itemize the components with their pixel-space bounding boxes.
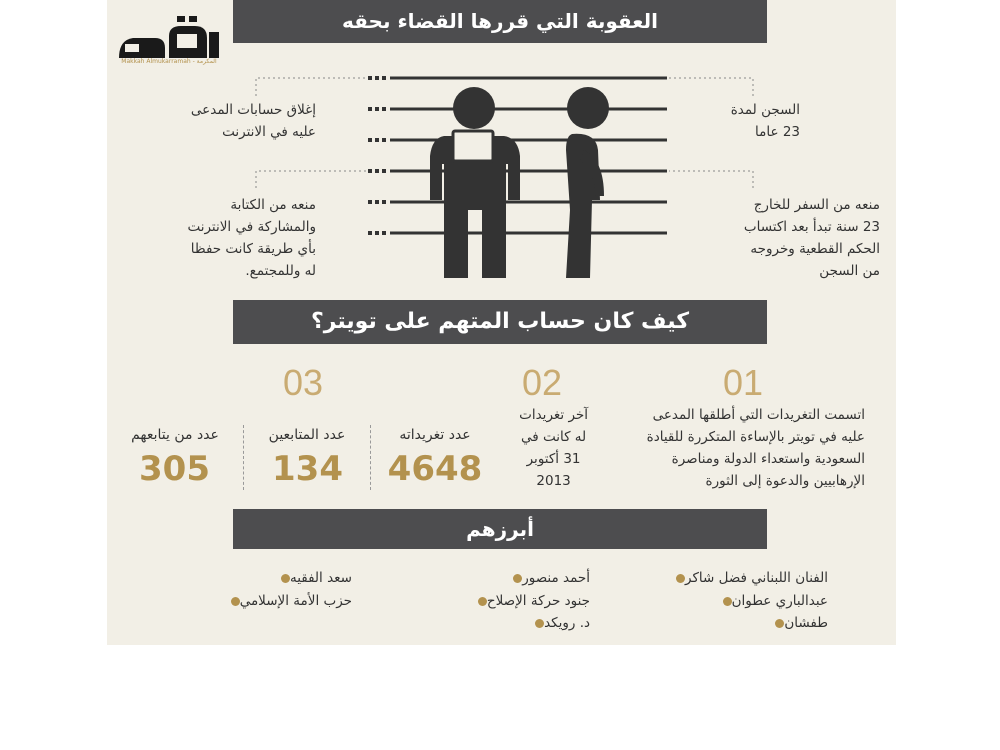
list-item: عبدالباري عطوان — [713, 593, 828, 609]
line-dots — [368, 76, 386, 235]
bullet-icon — [775, 619, 784, 628]
list-item: طفشان — [765, 615, 828, 631]
bullet-icon — [676, 574, 685, 583]
list-item: حزب الأمة الإسلامي — [221, 593, 352, 609]
list-item: الفنان اللبناني فضل شاكر — [666, 570, 828, 586]
bullet-icon — [281, 574, 290, 583]
step-02-text: آخر تغريدات له كانت في 31 أكتوبر 2013 — [519, 407, 588, 489]
bullet-icon — [535, 619, 544, 628]
stat-value-tweets: 4648 — [387, 449, 483, 489]
left-bottom-text: منعه من الكتابة والمشاركة في الانترنت بأي طريقة كانت حفظا له وللمجتمع. — [187, 197, 316, 279]
list-item: سعد الفقيه — [271, 570, 352, 586]
stat-label-following: عدد من يتابعهم — [131, 427, 219, 443]
section-title-sentence: العقوبة التي قررها القضاء بحقه — [233, 0, 767, 43]
front-figure-icon — [430, 87, 520, 278]
stat-divider — [370, 425, 371, 490]
list-item: جنود حركة الإصلاح — [468, 593, 590, 609]
bullet-icon — [513, 574, 522, 583]
bullet-icon — [231, 597, 240, 606]
stat-value-following: 305 — [139, 449, 210, 489]
right-top-text: السجن لمدة 23 عاما — [730, 102, 800, 140]
stat-label-tweets: عدد تغريداته — [399, 427, 471, 443]
step-number-02: 02 — [521, 362, 563, 403]
side-figure-icon — [566, 87, 609, 278]
list-item: د. رويكد — [525, 615, 590, 631]
step-01-text: اتسمت التغريدات التي أطلقها المدعى عليه في تويتر بالإساءة المتكررة للقيادة السعودية واستعداء الدولة ومناصرة الإرهابيين والدعوة إلى الثورة — [646, 407, 865, 489]
stat-value-followers: 134 — [272, 449, 343, 489]
bullet-icon — [723, 597, 732, 606]
left-top-text: إغلاق حسابات المدعى عليه في الانترنت — [190, 102, 316, 140]
bullet-icon — [478, 597, 487, 606]
section-title-twitter: كيف كان حساب المتهم على تويتر؟ — [233, 300, 767, 344]
list-item: أحمد منصور — [503, 570, 590, 586]
step-number-01: 01 — [722, 362, 764, 403]
right-bottom-text: منعه من السفر للخارج 23 سنة تبدأ بعد اكتساب الحكم القطعية وخروجه من السجن — [743, 197, 880, 279]
section-title-notable: أبرزهم — [233, 509, 767, 549]
stat-label-followers: عدد المتابعين — [268, 427, 346, 443]
stat-divider — [243, 425, 244, 490]
step-number-03: 03 — [282, 362, 324, 403]
logo-subtitle: Makkah Almukarramah - المكرمة — [121, 58, 217, 65]
